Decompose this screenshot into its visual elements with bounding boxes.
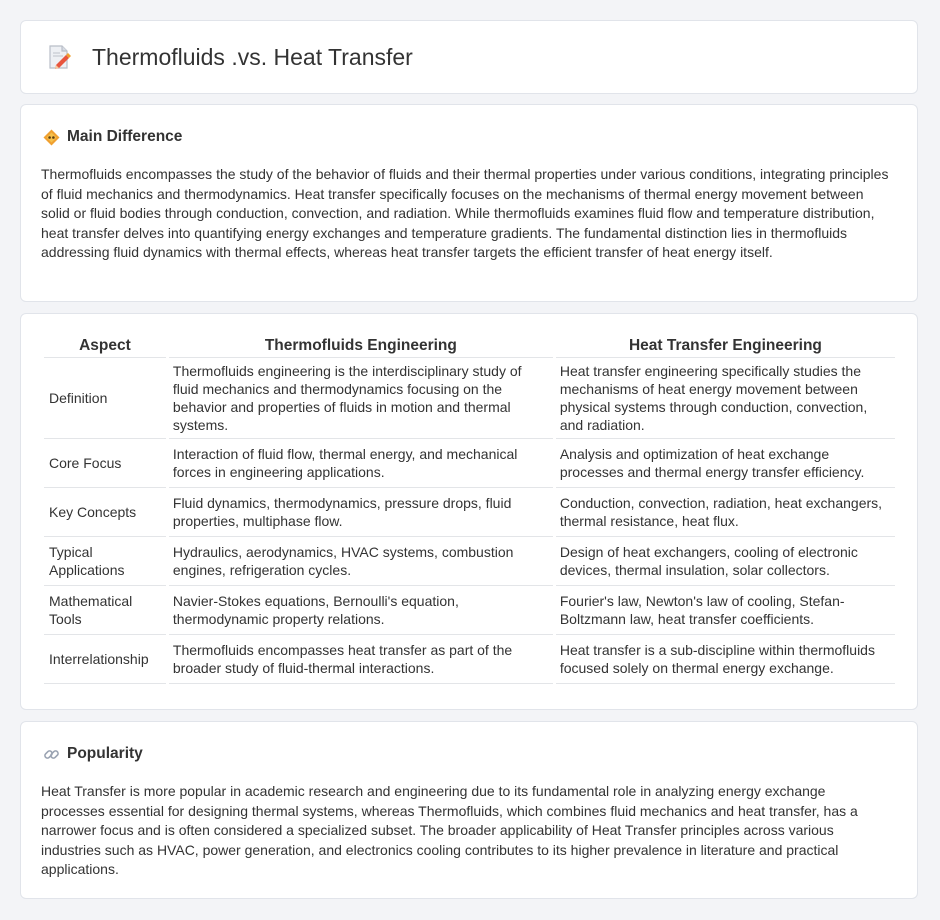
cell-aspect: Typical Applications — [44, 537, 166, 586]
diamond-icon — [43, 129, 60, 146]
header-thermofluids: Thermofluids Engineering — [169, 335, 553, 358]
cell-aspect: Interrelationship — [44, 635, 166, 684]
cell-thermofluids: Navier-Stokes equations, Bernoulli's equation, thermodynamic property relations. — [169, 586, 553, 635]
table-row — [44, 537, 895, 586]
main-difference-title: Main Difference — [67, 128, 183, 145]
cell-aspect: Definition — [44, 358, 166, 439]
comparison-table — [41, 335, 898, 684]
table-row — [44, 358, 895, 439]
header-heat-transfer: Heat Transfer Engineering — [556, 335, 895, 358]
cell-heat-transfer: Analysis and optimization of heat exchange processes and thermal energy transfer efficiency. — [556, 439, 895, 488]
title-row — [45, 43, 413, 71]
cell-aspect: Key Concepts — [44, 488, 166, 537]
table-row — [44, 488, 895, 537]
table-row — [44, 439, 895, 488]
table-row — [44, 586, 895, 635]
main-difference-card — [20, 104, 918, 302]
cell-thermofluids: Interaction of fluid flow, thermal energy, and mechanical forces in engineering applications. — [169, 439, 553, 488]
popularity-title: Popularity — [67, 745, 143, 762]
cell-thermofluids: Thermofluids encompasses heat transfer as part of the broader study of fluid-thermal interactions. — [169, 635, 553, 684]
title-card — [20, 20, 918, 94]
cell-thermofluids: Fluid dynamics, thermodynamics, pressure drops, fluid properties, multiphase flow. — [169, 488, 553, 537]
main-difference-text: Thermofluids encompasses the study of the behavior of fluids and their thermal properties under various conditions, integrating principles of fluid mechanics and thermodynamics. Heat transfer specifically focuses on the mechanisms of thermal energy movement between solid or fluid bodies through conduction, convection, and radiation. While thermofluids examines fluid flow and temperature distribution, heat transfer delves into quantifying energy exchanges and temperature gradients. The fundamental distinction lies in thermofluids addressing fluid dynamics with thermal effects, whereas heat transfer targets the efficient transfer of heat energy itself. — [41, 166, 889, 260]
comparison-card — [20, 313, 918, 710]
popularity-text: Heat Transfer is more popular in academic research and engineering due to its fundamental role in analyzing energy exchange processes essential for designing thermal systems, whereas Thermofluids, which combines fluid mechanics and heat transfer, has a narrower focus and is often considered a specialized subset. The broader applicability of Heat Transfer principles across various industries such as HVAC, power generation, and electronics cooling contributes to its higher prevalence in literature and practical applications. — [41, 783, 858, 877]
cell-heat-transfer: Conduction, convection, radiation, heat exchangers, thermal resistance, heat flux. — [556, 488, 895, 537]
cell-aspect: Core Focus — [44, 439, 166, 488]
popularity-card — [20, 721, 918, 899]
cell-thermofluids: Hydraulics, aerodynamics, HVAC systems, combustion engines, refrigeration cycles. — [169, 537, 553, 586]
cell-heat-transfer: Heat transfer is a sub-discipline within thermofluids focused solely on thermal energy exchange. — [556, 635, 895, 684]
cell-aspect: Mathematical Tools — [44, 586, 166, 635]
cell-heat-transfer: Design of heat exchangers, cooling of electronic devices, thermal insulation, solar collectors. — [556, 537, 895, 586]
table-header-row — [44, 335, 895, 358]
popularity-header — [43, 745, 143, 763]
cell-thermofluids: Thermofluids engineering is the interdisciplinary study of fluid mechanics and thermodynamics focusing on the behavior and properties of fluids in motion and thermal systems. — [169, 358, 553, 439]
page-title: Thermofluids .vs. Heat Transfer — [92, 43, 413, 70]
cell-heat-transfer: Heat transfer engineering specifically studies the mechanisms of heat energy movement between physical systems through conduction, convection, and radiation. — [556, 358, 895, 439]
table-row — [44, 635, 895, 684]
cell-heat-transfer: Fourier's law, Newton's law of cooling, Stefan-Boltzmann law, heat transfer coefficients. — [556, 586, 895, 635]
main-difference-header — [43, 128, 182, 146]
edit-document-icon — [45, 43, 73, 71]
link-icon — [43, 746, 60, 763]
header-aspect: Aspect — [44, 335, 166, 358]
